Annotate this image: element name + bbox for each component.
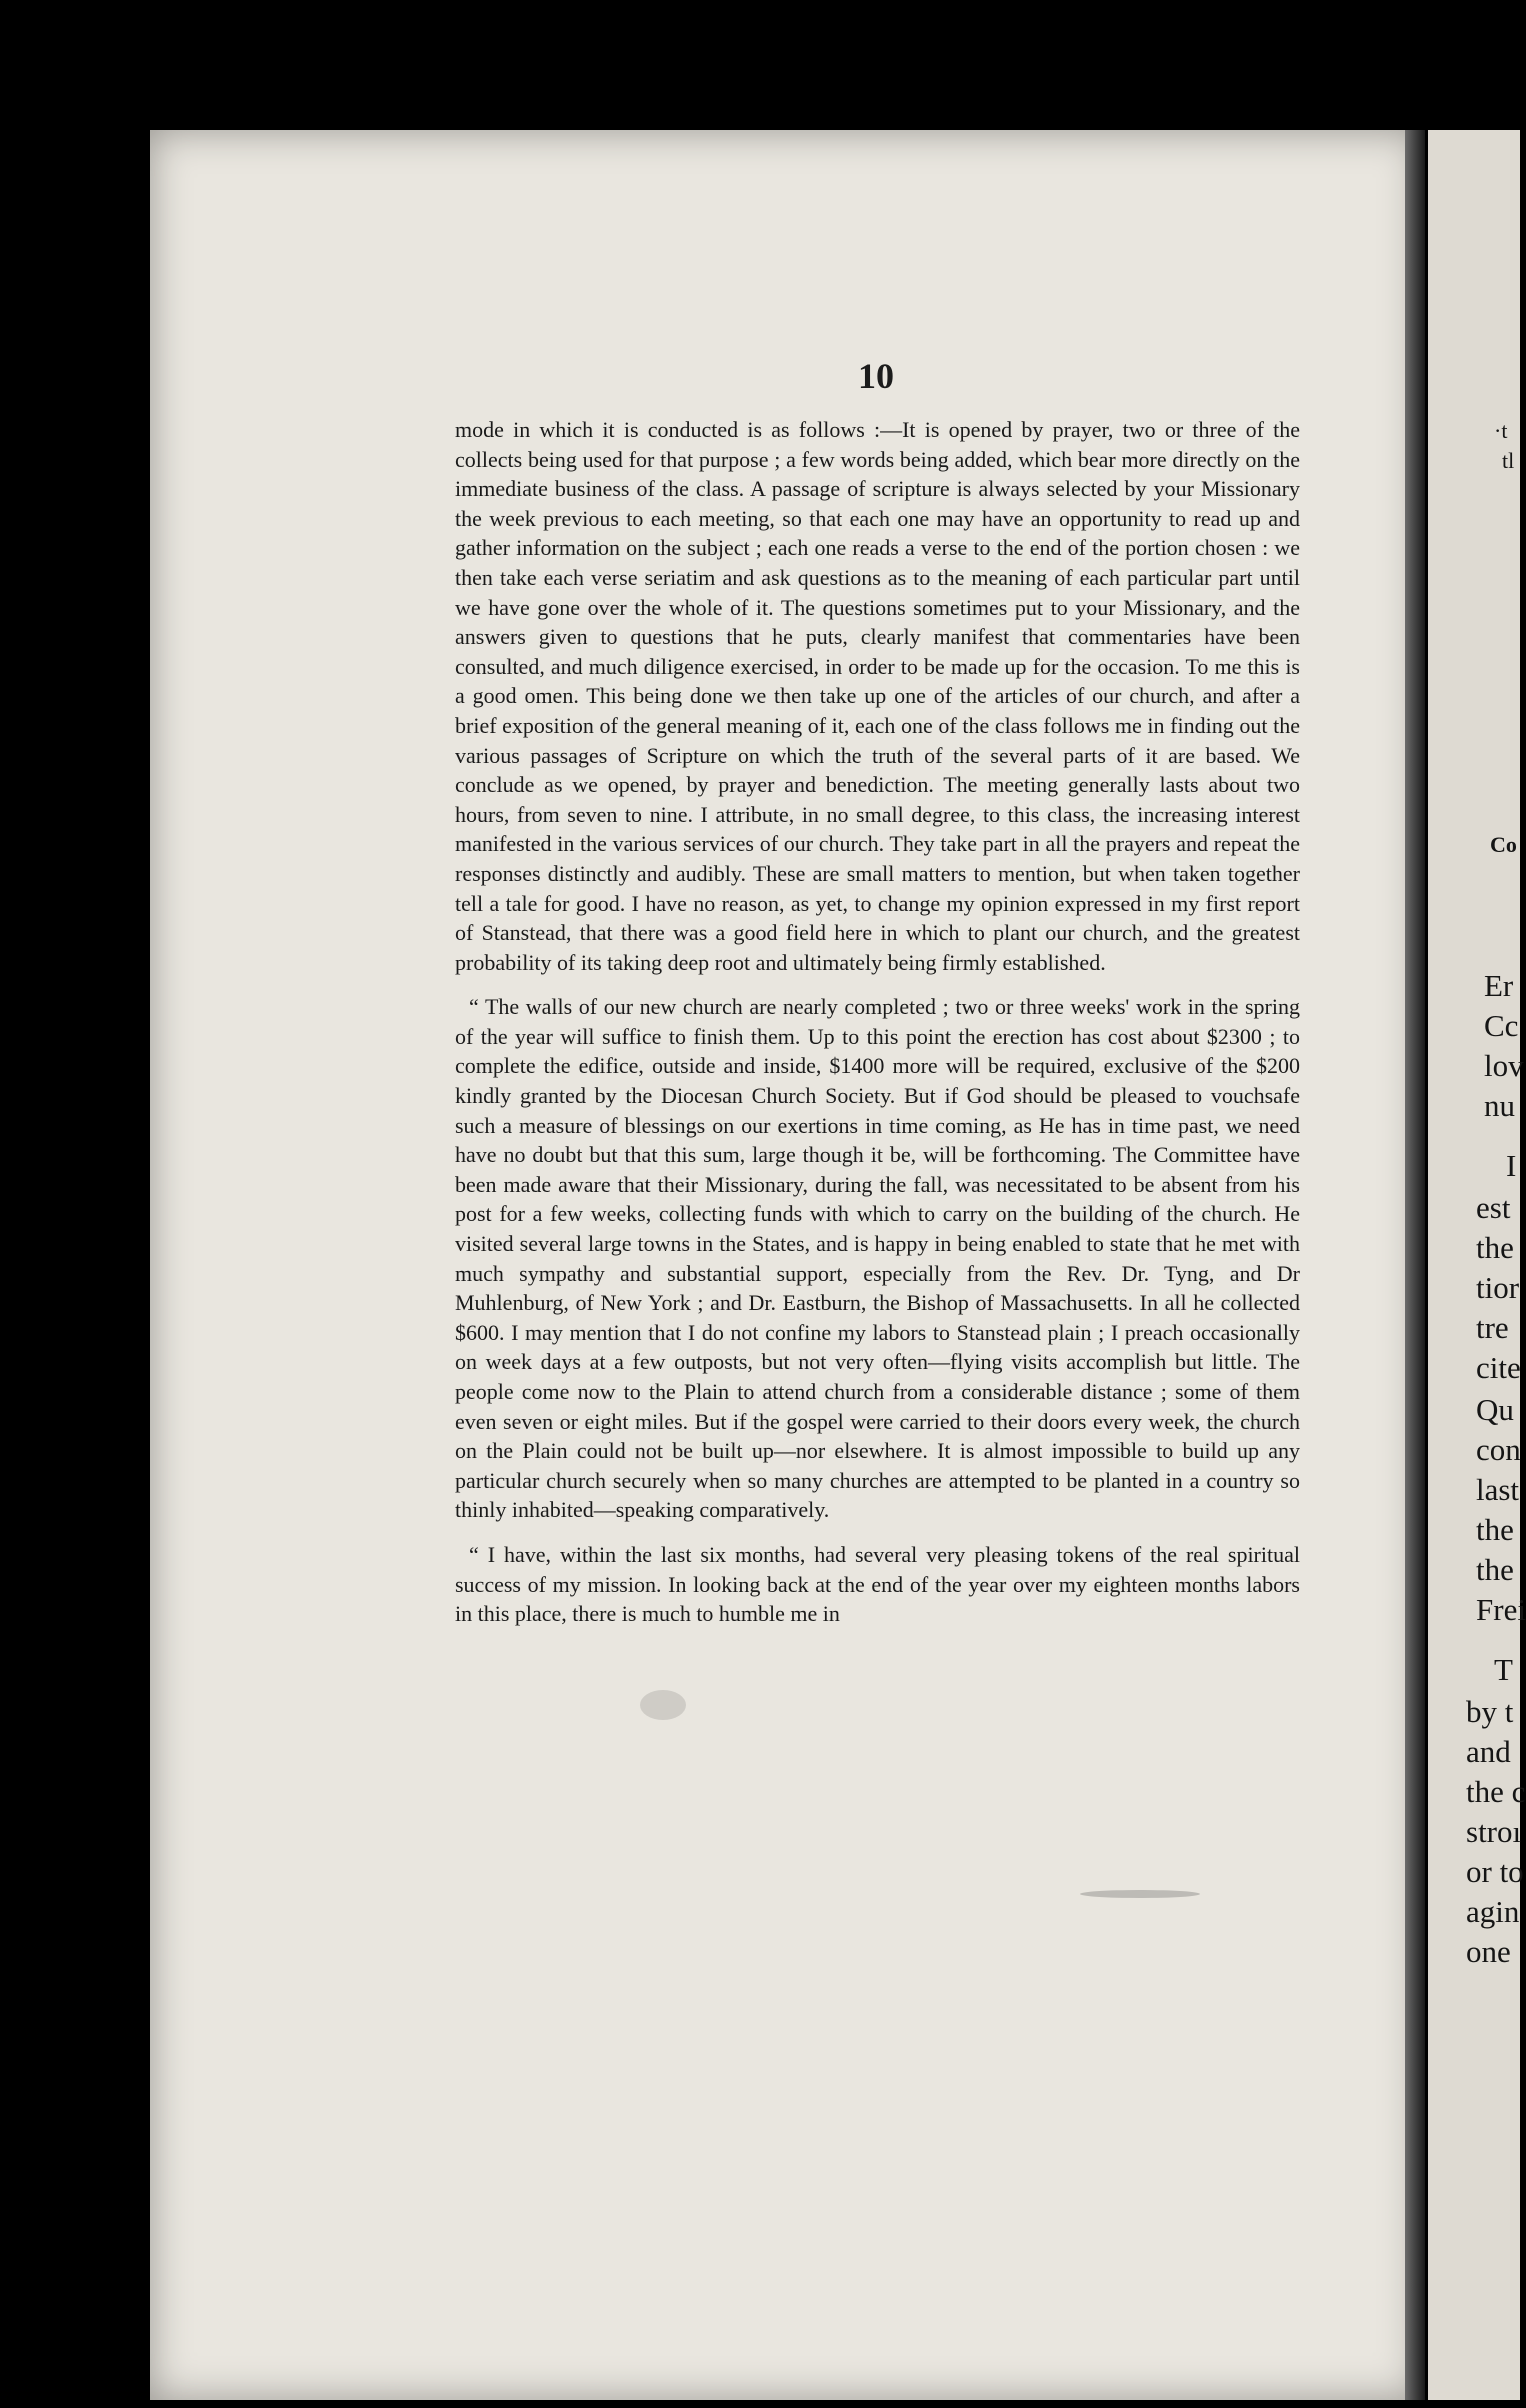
facing-fragment: the <box>1476 1230 1514 1265</box>
facing-fragment: tre <box>1476 1310 1509 1345</box>
facing-fragment: by t <box>1466 1694 1514 1729</box>
pen-scratch <box>1080 1890 1200 1898</box>
facing-fragment: last <box>1476 1472 1520 1507</box>
facing-fragment: tl <box>1502 448 1515 473</box>
paragraph-3: “ I have, within the last six months, had several very pleasing tokens of the real spiritual success of my mission. In looking back at the end of the year over my eighteen months labors in this place, there is much to humble me in <box>455 1541 1300 1627</box>
body-text-column <box>455 415 1300 1644</box>
ink-smudge <box>640 1690 686 1720</box>
facing-fragment: the <box>1476 1552 1514 1587</box>
facing-fragment: con <box>1476 1432 1521 1467</box>
facing-fragment: or to <box>1466 1854 1524 1889</box>
paragraph-1: mode in which it is conducted is as follows :—It is opened by prayer, two or three of the collects being used for that purpose ; a few words being added, which bear more directly on the immediate business of the class. A passage of scripture is always selected by your Missionary the week previous to each meeting, so that each one may have an opportunity to read up and gather information on the subject ; each one reads a verse to the end of the portion chosen : we then take each verse seriatim and ask questions as to the meaning of each particular part until we have gone over the whole of it. The questions sometimes put to your Missionary, and the answers given to questions that he puts, clearly manifest that commentaries have been consulted, and much diligence exercised, in order to be made up for the occasion. To me this is a good omen. This being done we then take up one of the articles of our church, and after a brief exposition of the general meaning of it, each one of the class follows me in finding out the various passages of Scripture on which the truth of the several parts of it are based. We conclude as we opened, by prayer and benediction. The meeting generally lasts about two hours, from seven to nine. I attribute, in no small degree, to this class, the increasing interest manifested in the various services of our church. They take part in all the prayers and repeat the responses distinctly and audibly. These are small matters to mention, but when taken together tell a tale for good. I have no reason, as yet, to change my opinion expressed in my first report of Stanstead, that there was a good field here in which to plant our church, and the greatest probability of its taking deep root and ultimately being firmly established. <box>455 417 1300 975</box>
facing-fragment: ·t <box>1494 418 1508 443</box>
facing-fragment: stroı <box>1466 1814 1522 1849</box>
facing-fragment: Frei <box>1476 1592 1526 1627</box>
facing-fragment: tior <box>1476 1270 1520 1305</box>
book-spine-shadow <box>1405 130 1425 2400</box>
page-number: 10 <box>858 356 894 396</box>
facing-fragment: and <box>1466 1734 1511 1769</box>
facing-fragment: I <box>1506 1148 1517 1183</box>
facing-fragment: the <box>1476 1512 1514 1547</box>
facing-fragment: Qu <box>1476 1392 1514 1427</box>
facing-fragment: Er <box>1484 968 1514 1003</box>
facing-fragment: lov <box>1484 1048 1524 1083</box>
facing-fragment: cite <box>1476 1350 1521 1385</box>
facing-fragment: one <box>1466 1934 1511 1969</box>
facing-fragment: Co <box>1490 832 1517 857</box>
facing-fragment: T <box>1494 1652 1513 1687</box>
facing-fragment: agin <box>1466 1894 1520 1929</box>
facing-fragment: Cc <box>1484 1008 1519 1043</box>
facing-fragment: nu <box>1484 1088 1515 1123</box>
paragraph-2: “ The walls of our new church are nearly completed ; two or three weeks' work in the spring of the year will suffice to finish them. Up to this point the erection has cost about $2300 ; to complete the edifice, outside and inside, $1400 more will be required, exclusive of the $200 kindly granted by the Diocesan Church Society. But if God should be pleased to vouchsafe such a measure of blessings on our exertions in time coming, as He has in time past, we need have no doubt but that this sum, large though it be, will be forthcoming. The Committee have been made aware that their Missionary, during the fall, was necessitated to be absent from his post for a few weeks, collecting funds with which to carry on the building of the church. He visited several large towns in the States, and is happy in being enabled to state that he met with much sympathy and substantial support, especially from the Rev. Dr. Tyng, and Dr Muhlenburg, of New York ; and Dr. Eastburn, the Bishop of Massachusetts. In all he collected $600. I may mention that I do not confine my labors to Stanstead plain ; I preach occasionally on week days at a few outposts, but not very often—flying visits accomplish but little. The people come now to the Plain to attend church from a considerable distance ; some of them even seven or eight miles. But if the gospel were carried to their doors every week, the church on the Plain could not be built up—nor elsewhere. It is almost impossible to build up any particular church securely when so many churches are attempted to be planted in a country so thinly inhabited—speaking comparatively. <box>455 994 1300 1523</box>
facing-fragment: the c <box>1466 1774 1526 1809</box>
facing-fragment: est <box>1476 1190 1511 1225</box>
